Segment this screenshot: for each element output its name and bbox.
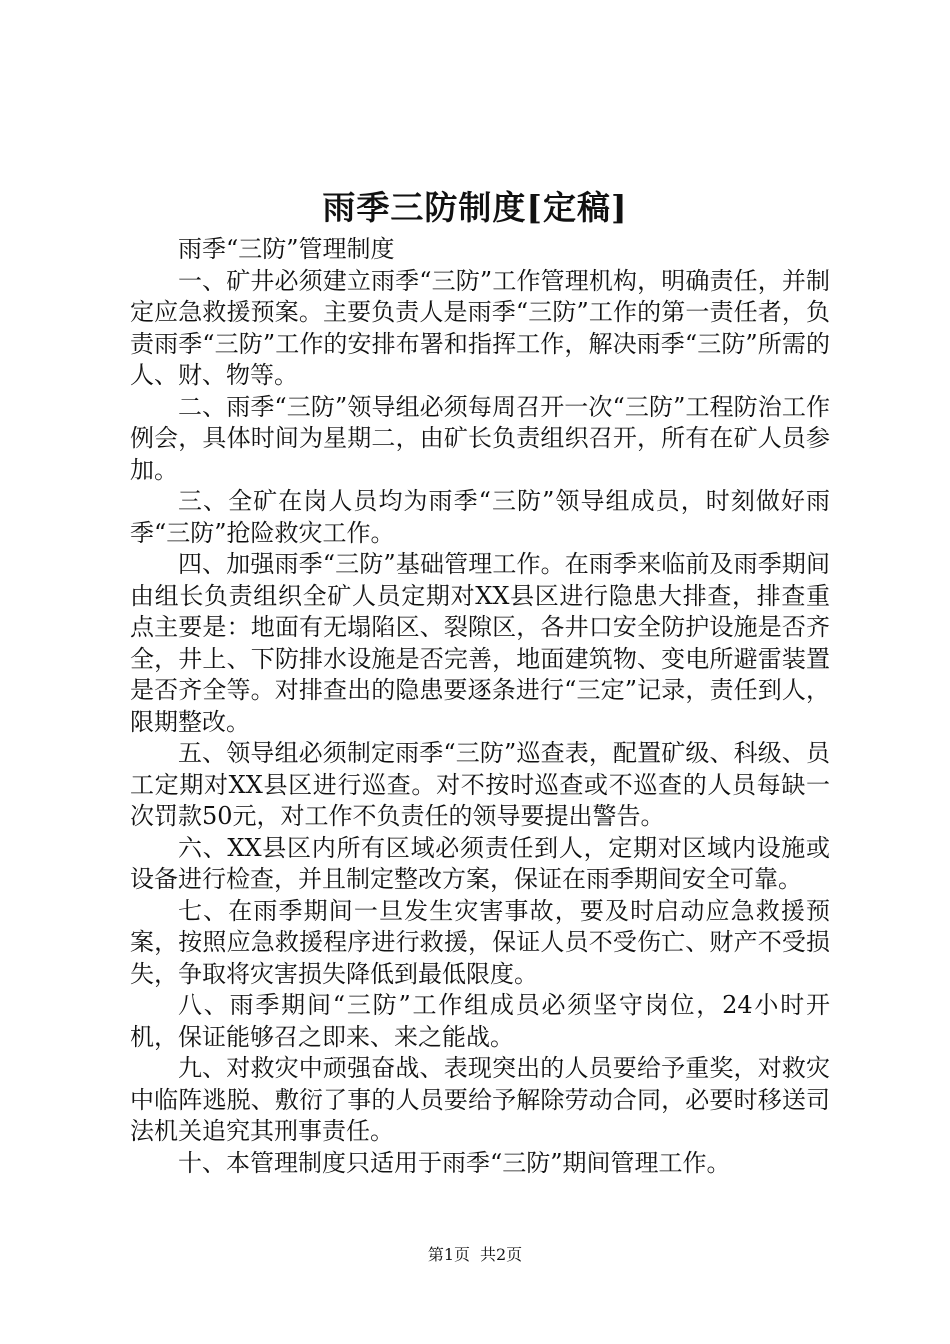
paragraph-7: 七、在雨季期间一旦发生灾害事故，要及时启动应急救援预案，按照应急救援程序进行救援，保证人员不受伤亡、财产不受损失，争取将灾害损失降低到最低限度。 <box>130 896 830 988</box>
document-body <box>130 234 830 1179</box>
page-footer <box>0 1244 950 1266</box>
paragraph-4: 四、加强雨季“三防”基础管理工作。在雨季来临前及雨季期间由组长负责组织全矿人员定期对XX县区进行隐患大排查，排查重点主要是：地面有无塌陷区、裂隙区，各井口安全防护设施是否齐全，井上、下防排水设施是否完善，地面建筑物、变电所避雷装置是否齐全等。对排查出的隐患要逐条进行“三定”记录，责任到人，限期整改。 <box>130 550 830 736</box>
document-title: 雨季三防制度[定稿] <box>322 188 628 227</box>
paragraph-5: 五、领导组必须制定雨季“三防”巡查表，配置矿级、科级、员工定期对XX县区进行巡查。对不按时巡查或不巡查的人员每缺一次罚款50元，对工作不负责任的领导要提出警告。 <box>130 739 830 830</box>
paragraph-3: 三、全矿在岗人员均为雨季“三防”领导组成员，时刻做好雨季“三防”抢险救灾工作。 <box>130 487 830 547</box>
paragraph-9: 九、对救灾中顽强奋战、表现突出的人员要给予重奖，对救灾中临阵逃脱、敷衍了事的人员要给予解除劳动合同，必要时移送司法机关追究其刑事责任。 <box>130 1054 830 1145</box>
page-total: 共2页 <box>480 1245 523 1264</box>
page-number: 第1页 <box>427 1245 470 1264</box>
paragraph-6: 六、XX县区内所有区域必须责任到人，定期对区域内设施或设备进行检查，并且制定整改方案，保证在雨季期间安全可靠。 <box>130 833 830 893</box>
paragraph-8: 八、雨季期间“三防”工作组成员必须坚守岗位，24小时开机，保证能够召之即来、来之能战。 <box>130 991 830 1051</box>
paragraph-1: 一、矿井必须建立雨季“三防”工作管理机构，明确责任，并制定应急救援预案。主要负责人是雨季“三防”工作的第一责任者，负责雨季“三防”工作的安排布署和指挥工作，解决雨季“三防”所需的人、财、物等。 <box>130 266 830 389</box>
paragraph-2: 二、雨季“三防”领导组必须每周召开一次“三防”工程防治工作例会，具体时间为星期二，由矿长负责组织召开，所有在矿人员参加。 <box>130 392 830 484</box>
paragraph-10: 十、本管理制度只适用于雨季“三防”期间管理工作。 <box>178 1148 731 1177</box>
document-subtitle: 雨季“三防”管理制度 <box>178 235 395 263</box>
